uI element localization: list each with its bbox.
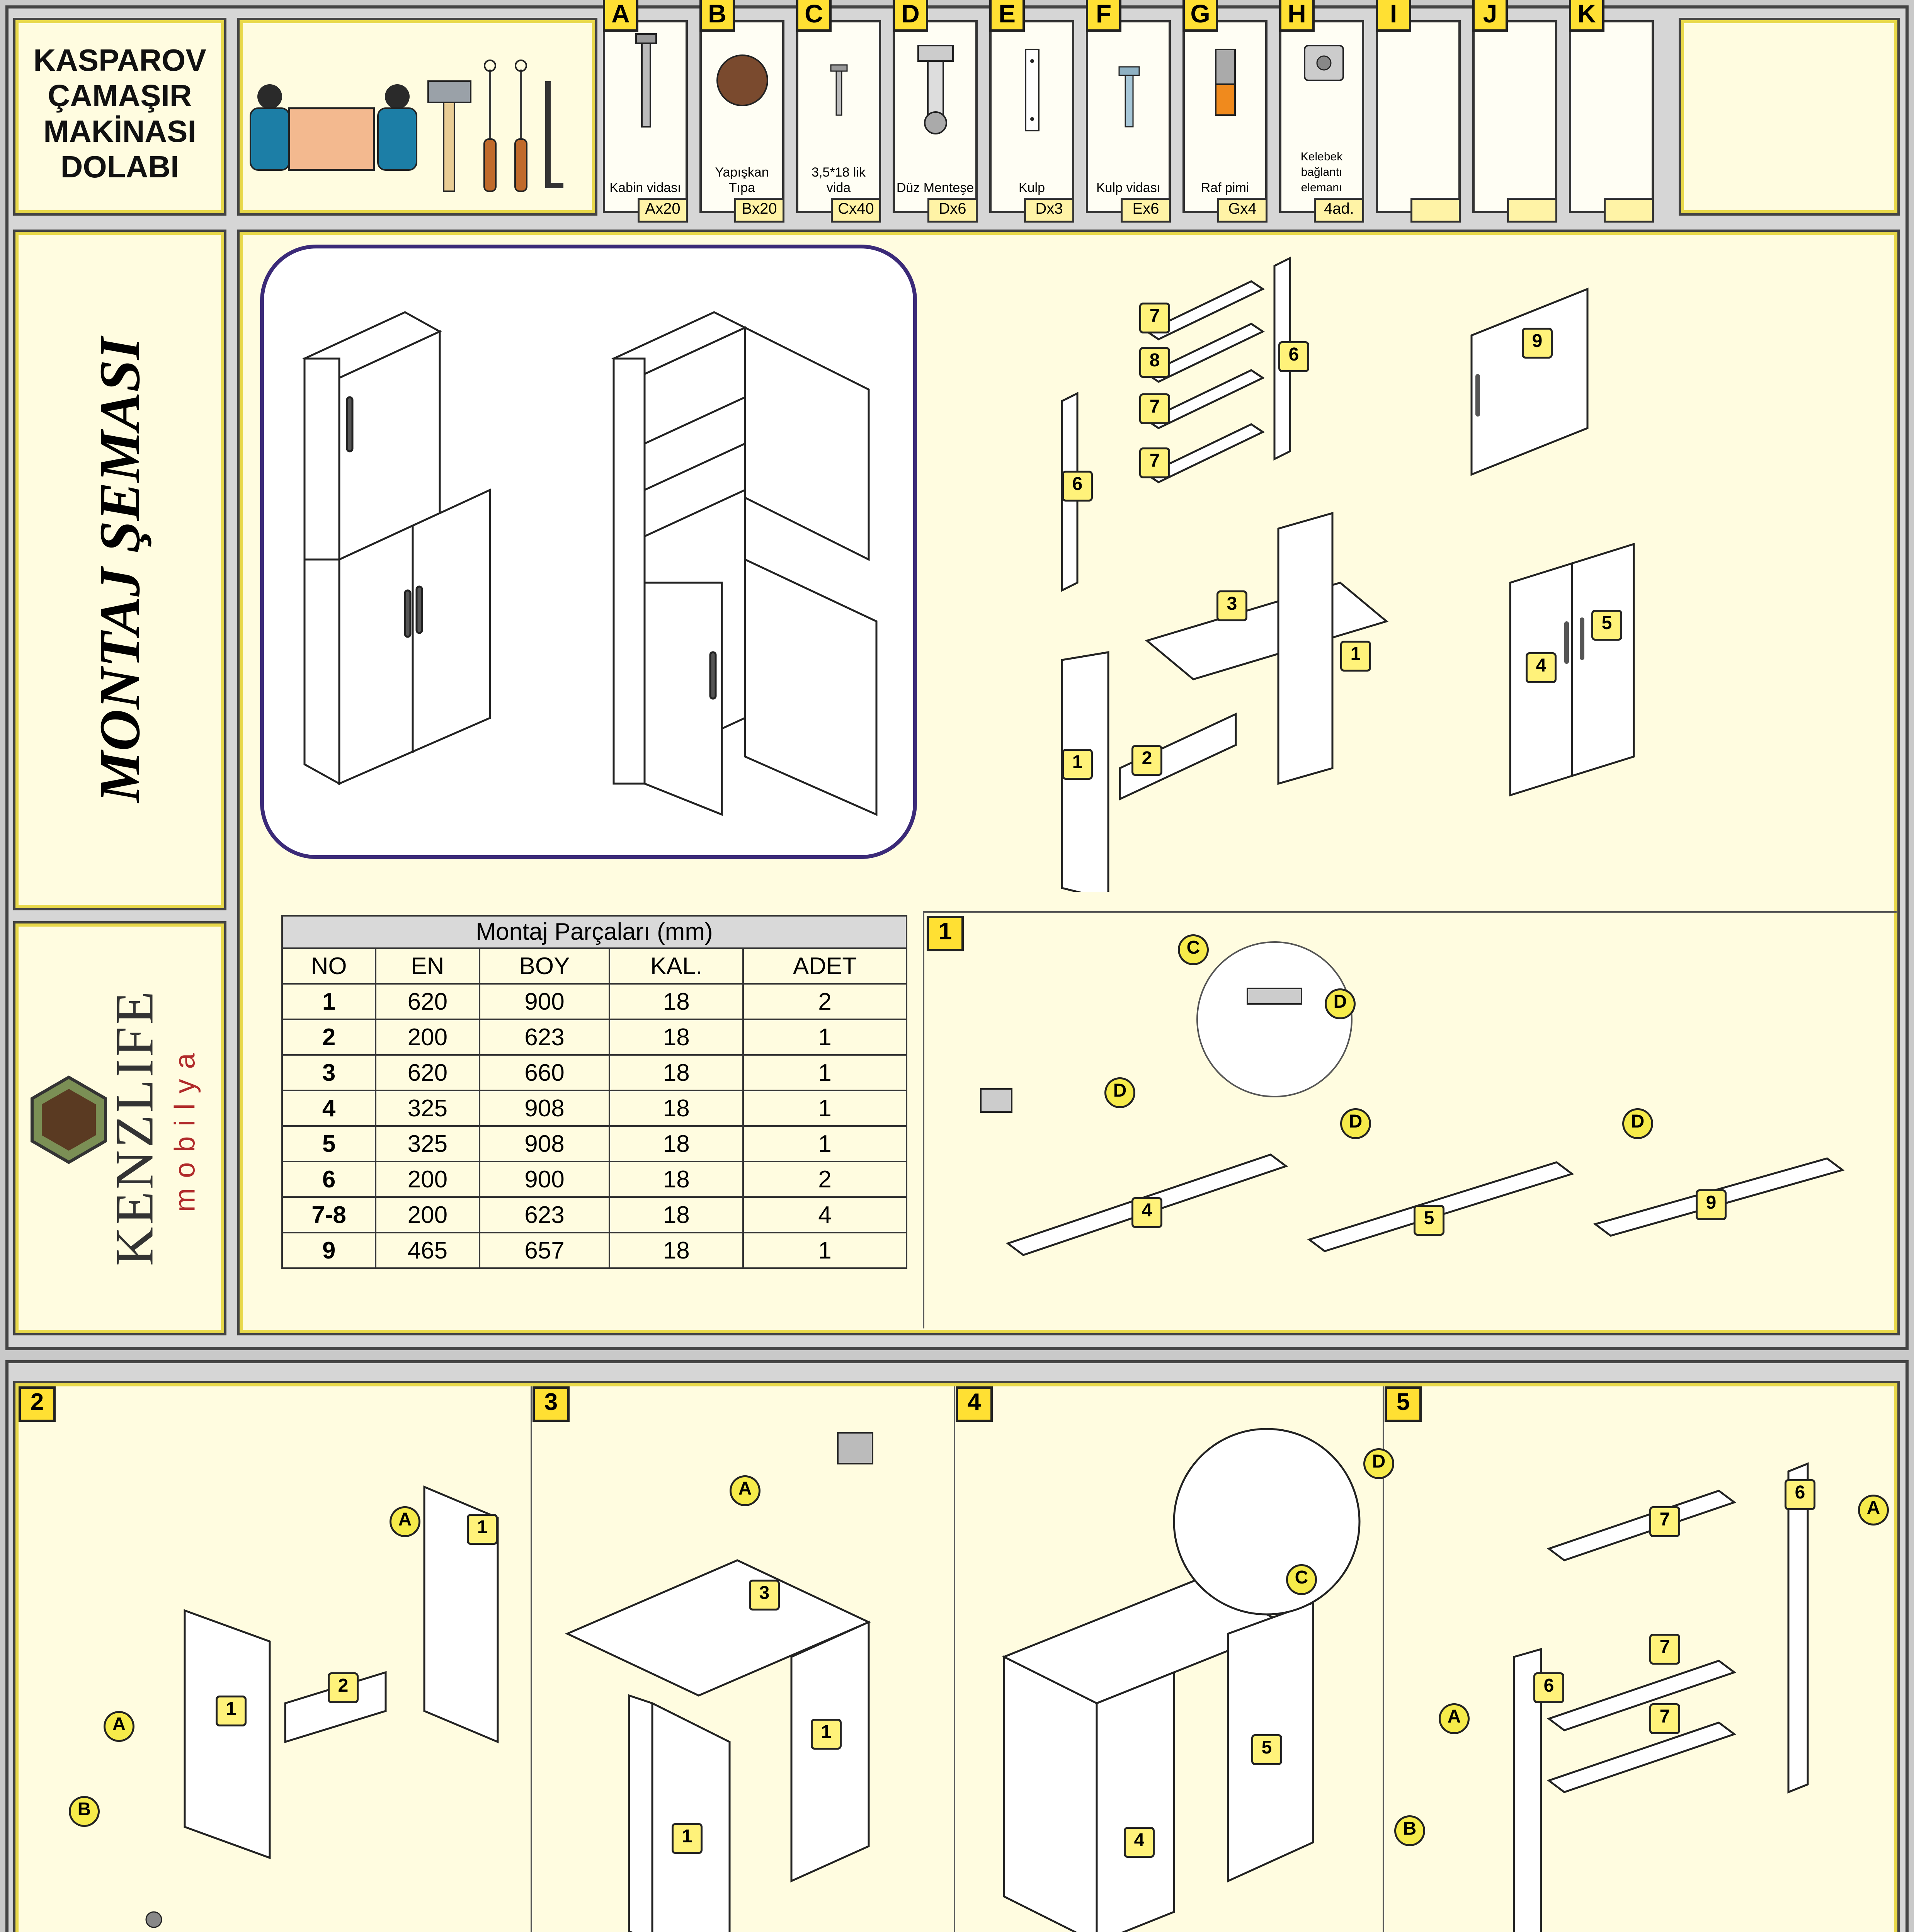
cell: 18 bbox=[609, 1055, 743, 1090]
part-letter: G bbox=[1182, 0, 1218, 32]
exploded-view bbox=[946, 235, 1873, 892]
step4-panel-label: 5 bbox=[1251, 1734, 1282, 1765]
step2-panel-label: 2 bbox=[328, 1672, 359, 1703]
part-letter: F bbox=[1086, 0, 1121, 32]
steps-panel bbox=[15, 1383, 1897, 1932]
part-letter: D bbox=[893, 0, 928, 32]
step-1-number: 1 bbox=[927, 916, 964, 951]
cell: 2 bbox=[743, 1162, 907, 1197]
parts-grid bbox=[281, 947, 907, 1269]
exploded-label: 7 bbox=[1139, 393, 1170, 424]
part-name: Kulp vidası bbox=[1096, 180, 1161, 195]
cell: 4 bbox=[282, 1090, 376, 1126]
step1-label: D bbox=[1104, 1077, 1135, 1108]
step2-label: A bbox=[104, 1711, 134, 1742]
cell: 1 bbox=[743, 1090, 907, 1126]
cell: 620 bbox=[376, 1055, 479, 1090]
step-4-illustration bbox=[958, 1394, 1383, 1932]
cell: 2 bbox=[743, 984, 907, 1019]
exploded-label: 9 bbox=[1522, 328, 1553, 359]
cell: 3 bbox=[282, 1055, 376, 1090]
part-d bbox=[893, 0, 978, 217]
tools-illustration bbox=[243, 23, 590, 209]
part-i bbox=[1376, 0, 1461, 213]
cell: 1 bbox=[743, 1233, 907, 1268]
cell: 465 bbox=[376, 1233, 479, 1268]
cell: 660 bbox=[480, 1055, 610, 1090]
step3-panel-label: 3 bbox=[749, 1580, 780, 1611]
step-3-illustration bbox=[536, 1394, 954, 1932]
part-h bbox=[1279, 0, 1364, 217]
step2-panel-label: 1 bbox=[467, 1514, 498, 1545]
table-row bbox=[282, 1090, 907, 1126]
schema-panel bbox=[240, 232, 1897, 1333]
cell: 908 bbox=[480, 1126, 610, 1162]
part-qty: Ax20 bbox=[638, 198, 688, 223]
cell: 1 bbox=[743, 1055, 907, 1090]
cell: 5 bbox=[282, 1126, 376, 1162]
part-qty bbox=[1410, 198, 1461, 223]
part-qty: Ex6 bbox=[1121, 198, 1171, 223]
part-letter: K bbox=[1569, 0, 1604, 32]
header-cell: KAL. bbox=[609, 948, 743, 984]
exploded-label: 4 bbox=[1526, 652, 1557, 683]
part-k bbox=[1569, 0, 1654, 213]
step1-panel-label: 9 bbox=[1696, 1189, 1727, 1220]
step5-panel-label: 7 bbox=[1649, 1703, 1680, 1734]
cell: 908 bbox=[480, 1090, 610, 1126]
cell: 623 bbox=[480, 1197, 610, 1233]
handle-screw-icon bbox=[1088, 22, 1169, 154]
step-5-number: 5 bbox=[1385, 1386, 1422, 1422]
blank-box bbox=[1681, 20, 1897, 213]
header-cell: ADET bbox=[743, 948, 907, 984]
part-letter: J bbox=[1472, 0, 1508, 32]
part-qty: Dx6 bbox=[927, 198, 978, 223]
exploded-label: 8 bbox=[1139, 347, 1170, 378]
part-qty: Bx20 bbox=[734, 198, 784, 223]
product-title bbox=[19, 43, 221, 185]
part-letter: H bbox=[1279, 0, 1315, 32]
cell: 4 bbox=[743, 1197, 907, 1233]
cell: 200 bbox=[376, 1162, 479, 1197]
part-j bbox=[1472, 0, 1557, 213]
part-b bbox=[699, 0, 784, 217]
step2-label: A bbox=[390, 1506, 420, 1537]
part-name: 3,5*18 lik vida bbox=[812, 165, 866, 195]
step-1-illustration bbox=[938, 923, 1866, 1328]
exploded-label: 1 bbox=[1062, 749, 1093, 780]
exploded-label: 6 bbox=[1062, 471, 1093, 502]
table-row bbox=[282, 1233, 907, 1268]
part-letter: C bbox=[796, 0, 832, 32]
parts-table bbox=[281, 915, 907, 1269]
title-line-1: KASPAROV bbox=[33, 43, 206, 77]
cell: 18 bbox=[609, 1162, 743, 1197]
step2-panel-label: 1 bbox=[216, 1696, 247, 1726]
table-row bbox=[282, 1055, 907, 1090]
part-name: Kulp bbox=[1018, 180, 1045, 195]
part-c bbox=[796, 0, 881, 217]
brand-box bbox=[15, 923, 224, 1333]
divider bbox=[923, 911, 924, 1328]
step4-label: C bbox=[1286, 1564, 1317, 1595]
part-letter: I bbox=[1376, 0, 1411, 32]
cell: 200 bbox=[376, 1197, 479, 1233]
step5-label: A bbox=[1858, 1495, 1889, 1526]
part-qty bbox=[1507, 198, 1557, 223]
step1-label: D bbox=[1325, 988, 1356, 1019]
part-qty bbox=[1604, 198, 1654, 223]
step-3-number: 3 bbox=[533, 1386, 570, 1422]
handle-icon bbox=[992, 22, 1073, 154]
brand-name: KENZLIFE bbox=[104, 989, 165, 1266]
step-2-illustration bbox=[22, 1394, 525, 1932]
part-name: Yapışkan Tıpa bbox=[715, 165, 769, 195]
step5-panel-label: 6 bbox=[1785, 1479, 1815, 1510]
cell: 18 bbox=[609, 984, 743, 1019]
part-g bbox=[1182, 0, 1267, 217]
step4-panel-label: 4 bbox=[1124, 1827, 1155, 1858]
cell: 200 bbox=[376, 1019, 479, 1055]
step1-panel-label: 4 bbox=[1131, 1197, 1162, 1228]
step5-panel-label: 7 bbox=[1649, 1506, 1680, 1537]
cell: 18 bbox=[609, 1019, 743, 1055]
cell: 623 bbox=[480, 1019, 610, 1055]
step4-label: D bbox=[1363, 1448, 1394, 1479]
cell: 1 bbox=[743, 1019, 907, 1055]
cell: 18 bbox=[609, 1126, 743, 1162]
exploded-label: 5 bbox=[1591, 610, 1622, 641]
step1-label: C bbox=[1178, 934, 1209, 965]
exploded-label: 6 bbox=[1278, 341, 1309, 372]
product-title-box bbox=[15, 20, 224, 213]
step5-panel-label: 6 bbox=[1533, 1672, 1564, 1703]
schema-title-box bbox=[15, 232, 224, 908]
step-5-illustration bbox=[1387, 1394, 1897, 1932]
part-qty: Cx40 bbox=[831, 198, 881, 223]
brand-logo-icon bbox=[26, 1073, 111, 1166]
cell: 9 bbox=[282, 1233, 376, 1268]
step3-panel-label: 1 bbox=[672, 1823, 703, 1854]
step-2-number: 2 bbox=[19, 1386, 56, 1422]
part-a bbox=[603, 0, 688, 217]
part-e bbox=[989, 0, 1074, 217]
title-line-3: MAKİNASI bbox=[43, 114, 196, 148]
step5-panel-label: 7 bbox=[1649, 1634, 1680, 1665]
cell: 2 bbox=[282, 1019, 376, 1055]
exploded-label: 7 bbox=[1139, 447, 1170, 478]
step3-panel-label: 1 bbox=[811, 1719, 842, 1750]
table-row bbox=[282, 1162, 907, 1197]
wood-screw-icon bbox=[798, 22, 880, 154]
cell: 6 bbox=[282, 1162, 376, 1197]
table-row bbox=[282, 1197, 907, 1233]
part-qty: Gx4 bbox=[1217, 198, 1267, 223]
part-name: Kabin vidası bbox=[609, 180, 681, 195]
divider bbox=[923, 911, 1897, 913]
connector-icon bbox=[1281, 22, 1363, 154]
step5-label: A bbox=[1439, 1703, 1470, 1734]
step1-label: D bbox=[1340, 1108, 1371, 1139]
exploded-label: 3 bbox=[1216, 590, 1247, 621]
schema-title: MONTAJ ŞEMASI bbox=[88, 337, 152, 803]
screw-icon bbox=[605, 22, 686, 154]
part-qty: 4ad. bbox=[1314, 198, 1364, 223]
step1-panel-label: 5 bbox=[1414, 1205, 1444, 1236]
exploded-label: 1 bbox=[1340, 641, 1371, 672]
header-cell: EN bbox=[376, 948, 479, 984]
shelf-pin-icon bbox=[1185, 22, 1266, 154]
table-caption: Montaj Parçaları (mm) bbox=[281, 915, 907, 947]
table-row bbox=[282, 1126, 907, 1162]
part-qty: Dx3 bbox=[1024, 198, 1074, 223]
table-row bbox=[282, 984, 907, 1019]
header-cell: BOY bbox=[480, 948, 610, 984]
part-f bbox=[1086, 0, 1171, 217]
cell: 18 bbox=[609, 1090, 743, 1126]
title-line-4: DOLABI bbox=[60, 150, 179, 184]
step3-label: A bbox=[730, 1475, 760, 1506]
title-line-2: ÇAMAŞIR bbox=[48, 78, 192, 113]
part-letter: A bbox=[603, 0, 638, 32]
table-row bbox=[282, 1019, 907, 1055]
cap-icon bbox=[702, 22, 783, 154]
cell: 7-8 bbox=[282, 1197, 376, 1233]
brand-sub: mobilya bbox=[168, 1043, 201, 1212]
parts-strip bbox=[603, 0, 1669, 217]
tools-box bbox=[240, 20, 595, 213]
cell: 1 bbox=[282, 984, 376, 1019]
divider bbox=[954, 1386, 955, 1932]
cell: 900 bbox=[480, 984, 610, 1019]
divider bbox=[531, 1386, 532, 1932]
cell: 18 bbox=[609, 1233, 743, 1268]
cell: 1 bbox=[743, 1126, 907, 1162]
header-cell: NO bbox=[282, 948, 376, 984]
cell: 18 bbox=[609, 1197, 743, 1233]
part-name: Kelebek bağlantı elemanı bbox=[1300, 150, 1343, 194]
step-4-number: 4 bbox=[956, 1386, 993, 1422]
hinge-icon bbox=[895, 22, 976, 154]
cell: 620 bbox=[376, 984, 479, 1019]
part-name: Raf pimi bbox=[1201, 180, 1249, 195]
table-header-row bbox=[282, 948, 907, 984]
part-letter: B bbox=[699, 0, 735, 32]
cell: 900 bbox=[480, 1162, 610, 1197]
assembled-view bbox=[258, 243, 923, 869]
step2-label: B bbox=[69, 1796, 100, 1827]
part-letter: E bbox=[989, 0, 1025, 32]
cell: 325 bbox=[376, 1090, 479, 1126]
step1-label: D bbox=[1622, 1108, 1653, 1139]
cell: 325 bbox=[376, 1126, 479, 1162]
cell: 657 bbox=[480, 1233, 610, 1268]
exploded-label: 7 bbox=[1139, 303, 1170, 333]
step5-label: B bbox=[1394, 1815, 1425, 1846]
exploded-label: 2 bbox=[1131, 745, 1162, 776]
part-name: Düz Menteşe bbox=[896, 180, 974, 195]
